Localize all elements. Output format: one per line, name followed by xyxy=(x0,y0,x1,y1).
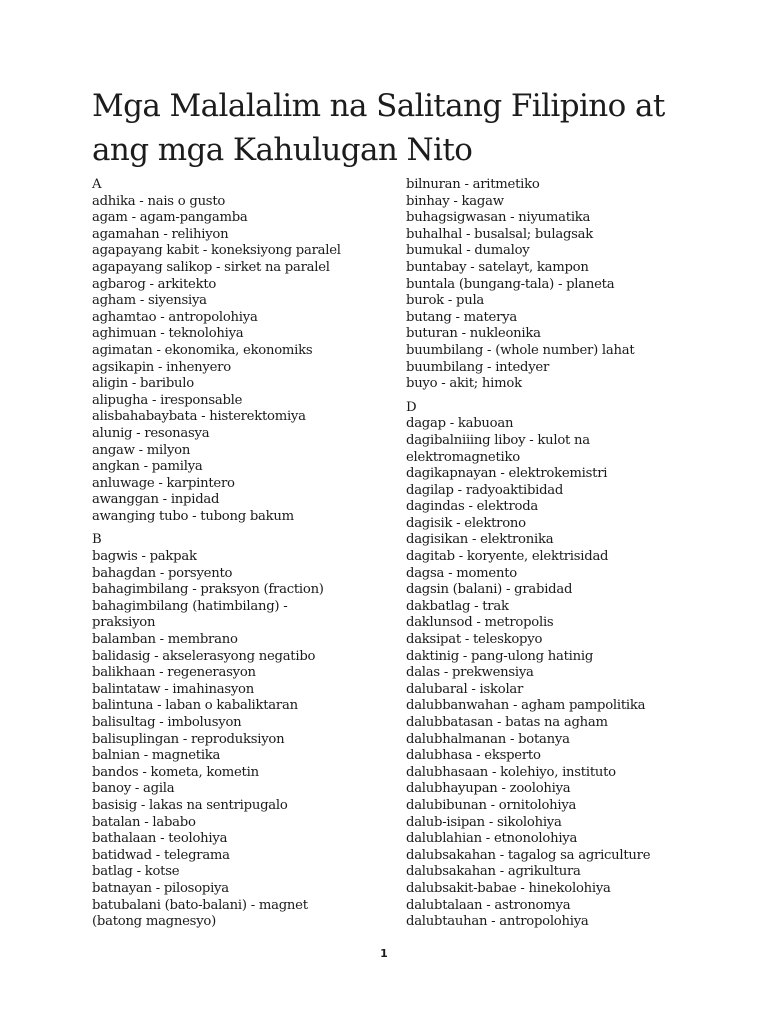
glossary-entry: awanging tubo - tubong bakum xyxy=(92,508,294,524)
glossary-entry: aghamtao - antropolohiya xyxy=(92,309,258,325)
glossary-entry: agimatan - ekonomika, ekonomiks xyxy=(92,342,313,358)
glossary-entry: batubalani (bato-balani) - magnet xyxy=(92,897,308,913)
glossary-entry: aligin - baribulo xyxy=(92,376,194,392)
glossary-entry: dalubhalmanan - botanya xyxy=(406,731,570,747)
section-b xyxy=(92,532,384,930)
glossary-entry: praksiyon xyxy=(92,615,156,631)
glossary-entry: dagisikan - elektronika xyxy=(406,532,554,548)
glossary-entry: adhika - nais o gusto xyxy=(92,193,226,209)
glossary-entry: burok - pula xyxy=(406,293,485,309)
glossary-entry: butang - materya xyxy=(406,309,517,325)
glossary-entry: dagitab - koryente, elektrisidad xyxy=(406,549,609,565)
glossary-entry: daklunsod - metropolis xyxy=(406,615,554,631)
glossary-entry: bahagdan - porsyento xyxy=(92,565,233,581)
glossary-entry: dalubbatasan - batas na agham xyxy=(406,715,608,730)
glossary-entry: angaw - milyon xyxy=(92,442,191,458)
glossary-entry: buturan - nukleonika xyxy=(406,326,541,342)
glossary-entry: dagilap - radyoaktibidad xyxy=(406,482,564,498)
section-a xyxy=(92,177,384,525)
glossary-entry: dalubaral - iskolar xyxy=(406,681,524,697)
left-column xyxy=(92,177,384,931)
glossary-entry: alisbahabaybata - histerektomiya xyxy=(92,409,306,425)
glossary-entry: dagsa - momento xyxy=(406,565,517,581)
glossary-entry: dagsin (balani) - grabidad xyxy=(406,582,573,598)
glossary-entry: agham - siyensiya xyxy=(92,293,207,309)
glossary-entry: buhagsigwasan - niyumatika xyxy=(406,210,591,226)
glossary-entry: angkan - pamilya xyxy=(92,459,203,475)
glossary-entry: elektromagnetiko xyxy=(406,449,520,465)
glossary-entry: dalubsakit-babae - hinekolohiya xyxy=(406,880,611,896)
glossary-entry: bathalaan - teolohiya xyxy=(92,831,228,847)
glossary-entry: banoy - agila xyxy=(92,781,175,797)
page-number: 1 xyxy=(380,947,388,960)
glossary-entry: anluwage - karpintero xyxy=(92,475,235,491)
page-title: Mga Malalalim na Salitang Filipino at ang mga Kahulugan Nito xyxy=(92,88,665,168)
glossary-entry: dagikapnayan - elektrokemistri xyxy=(406,466,608,482)
glossary-entry: binhay - kagaw xyxy=(406,193,504,209)
glossary-entry: alipugha - iresponsable xyxy=(92,392,243,408)
right-column xyxy=(406,177,706,931)
glossary-entry: bilnuran - aritmetiko xyxy=(406,177,540,192)
section-letter-b: B xyxy=(92,532,102,548)
glossary-entry: balintataw - imahinasyon xyxy=(92,681,254,697)
glossary-entry: dalubhasaan - kolehiyo, instituto xyxy=(406,764,616,780)
glossary-entry: dalubbanwahan - agham pampolitika xyxy=(406,698,646,714)
glossary-entry: agam - agam-pangamba xyxy=(92,210,248,226)
glossary-entry: buumbilang - intedyer xyxy=(406,359,550,375)
glossary-entry: basisig - lakas na sentripugalo xyxy=(92,797,288,813)
glossary-entry: dalubhayupan - zoolohiya xyxy=(406,781,571,797)
glossary-entry: bumukal - dumaloy xyxy=(406,243,530,259)
glossary-entry: bagwis - pakpak xyxy=(92,549,197,565)
glossary-entry: alunig - resonasya xyxy=(92,425,210,441)
glossary-entry: daksipat - teleskopyo xyxy=(406,632,543,648)
glossary-entry: batnayan - pilosopiya xyxy=(92,880,229,896)
glossary-entry: agamahan - relihiyon xyxy=(92,226,229,242)
glossary-entry: (batong magnesyo) xyxy=(92,914,216,930)
section-letter-d: D xyxy=(406,399,417,415)
glossary-entry: dagisik - elektrono xyxy=(406,515,526,531)
glossary-entry: agapayang salikop - sirket na paralel xyxy=(92,259,330,275)
glossary-entry: buntala (bungang-tala) - planeta xyxy=(406,276,615,292)
glossary-entry: batlag - kotse xyxy=(92,864,180,880)
glossary-entry: dalas - prekwensiya xyxy=(406,665,534,681)
glossary-entry: balisuplingan - reproduksiyon xyxy=(92,731,285,747)
glossary-entry: agapayang kabit - koneksiyong paralel xyxy=(92,243,341,259)
glossary-entry: buumbilang - (whole number) lahat xyxy=(406,342,635,358)
glossary-entry: agsikapin - inhenyero xyxy=(92,359,231,375)
glossary-entry: balintuna - laban o kabaliktaran xyxy=(92,698,298,714)
glossary-entry: dakbatlag - trak xyxy=(406,598,509,614)
glossary-entry: dalublahian - etnonolohiya xyxy=(406,831,578,847)
glossary-entry: dalubibunan - ornitolohiya xyxy=(406,797,577,813)
glossary-entry: buntabay - satelayt, kampon xyxy=(406,259,589,275)
glossary-entry: dagibalniiing liboy - kulot na xyxy=(406,432,590,448)
glossary-entry: balidasig - akselerasyong negatibo xyxy=(92,648,316,664)
glossary-entry: balamban - membrano xyxy=(92,632,238,648)
glossary-entry: buhalhal - busalsal; bulagsak xyxy=(406,226,594,242)
glossary-entry: balnian - magnetika xyxy=(92,748,221,764)
glossary-entry: dalubhasa - eksperto xyxy=(406,748,541,764)
glossary-entry: aghimuan - teknolohiya xyxy=(92,326,244,342)
glossary-entry: buyo - akit; himok xyxy=(406,376,522,392)
glossary-entry: agbarog - arkitekto xyxy=(92,276,217,292)
section-letter-a: A xyxy=(92,177,102,192)
glossary-entry: bandos - kometa, kometin xyxy=(92,764,259,780)
glossary-entry: balisultag - imbolusyon xyxy=(92,715,242,730)
glossary-entry: dalubtauhan - antropolohiya xyxy=(406,914,589,930)
section-b-continued xyxy=(406,177,706,393)
glossary-entry: balikhaan - regenerasyon xyxy=(92,665,256,681)
section-d xyxy=(406,400,706,931)
glossary-entry: daktinig - pang-ulong hatinig xyxy=(406,648,594,664)
glossary-entry: dagindas - elektroda xyxy=(406,499,539,515)
glossary-entry: batalan - lababo xyxy=(92,814,196,830)
glossary-entry: dagap - kabuoan xyxy=(406,416,514,432)
glossary-entry: batidwad - telegrama xyxy=(92,847,230,863)
glossary-entry: dalubsakahan - tagalog sa agriculture xyxy=(406,847,651,863)
glossary-entry: bahagimbilang - praksyon (fraction) xyxy=(92,582,324,598)
glossary-entry: awanggan - inpidad xyxy=(92,492,220,508)
glossary-entry: dalubsakahan - agrikultura xyxy=(406,864,581,880)
glossary-entry: bahagimbilang (hatimbilang) - xyxy=(92,598,288,614)
glossary-entry: dalub-isipan - sikolohiya xyxy=(406,814,562,830)
glossary-entry: dalubtalaan - astronomya xyxy=(406,897,571,913)
